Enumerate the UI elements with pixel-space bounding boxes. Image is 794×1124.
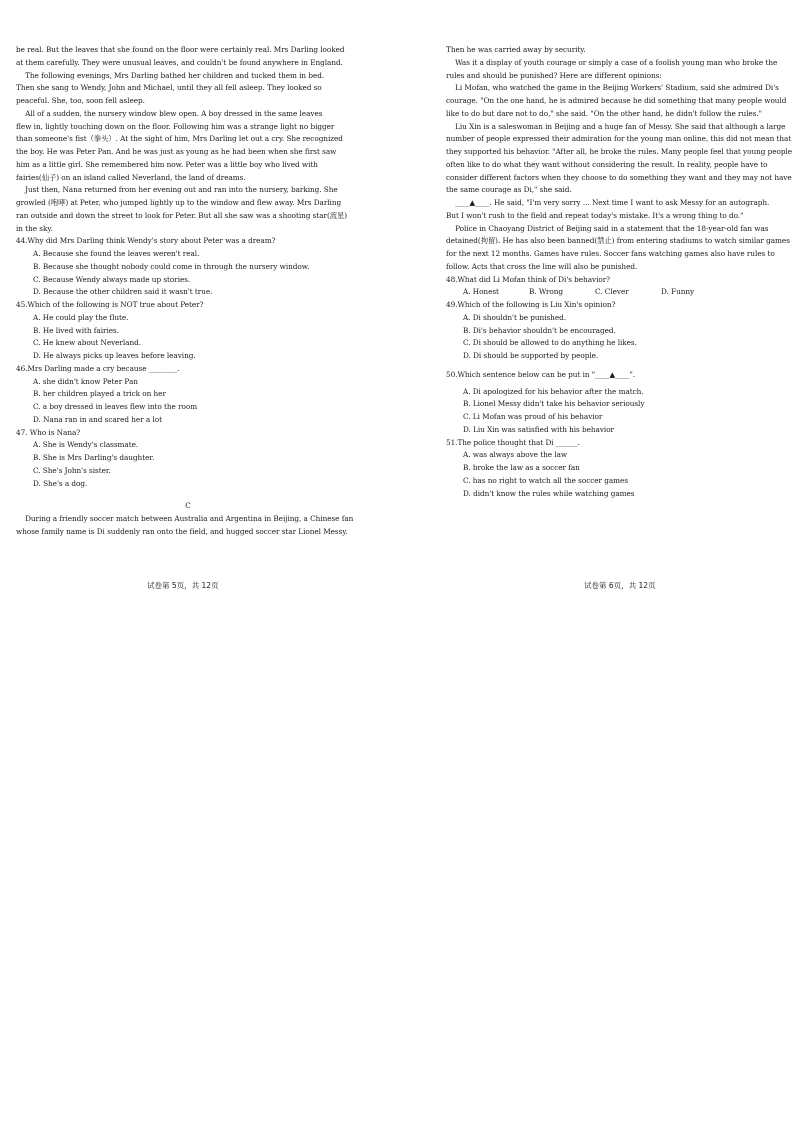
answer-option[interactable]: B. He lived with fairies. <box>33 325 119 335</box>
answer-option[interactable]: A. Di apologized for his behavior after the match. <box>463 386 644 396</box>
answer-option[interactable]: D. Funny <box>661 287 695 297</box>
question-stem: 47. Who is Nana? <box>16 427 81 437</box>
passage-line: Then she sang to Wendy, John and Michael, until they all fell asleep. They looked so <box>16 83 322 93</box>
passage-line: for the next 12 months. Games have rules. Soccer fans watching games also have rules to <box>446 249 775 258</box>
question-48 <box>446 274 794 300</box>
passage-line: be real. But the leaves that she found on the floor were certainly real. Mrs Darling looked <box>16 45 345 54</box>
passage-line: Li Mofan, who watched the game in the Beijing Workers' Stadium, said she admired Di's <box>446 83 779 93</box>
passage-line: consider different factors when they choose to do something they want and they may not have <box>446 172 792 182</box>
question-47 <box>16 427 360 491</box>
passage-line: During a friendly soccer match between Australia and Argentina in Beijing, a Chinese fan <box>16 514 354 523</box>
answer-option[interactable]: C. Di should be allowed to do anything he likes. <box>463 338 637 348</box>
passage-line: him as a little girl. She remembered him now. Peter was a little boy who lived with <box>16 159 318 169</box>
answer-option[interactable]: C. Because Wendy always made up stories. <box>33 274 191 284</box>
answer-option[interactable]: B. broke the law as a soccer fan <box>463 463 580 472</box>
passage-line: the boy. He was Peter Pan. And he was just as young as he had been when she first saw <box>16 147 337 156</box>
passage-c <box>16 513 360 539</box>
passage-line: growled (咆哮) at Peter, who jumped lightly up to the window and flew away. Mrs Darling <box>16 198 342 207</box>
answer-option[interactable]: D. Liu Xin was satisfied with his behavior <box>463 424 614 434</box>
answer-option[interactable]: B. Because she thought nobody could come in through the nursery window. <box>33 261 310 271</box>
passage-line: Then he was carried away by security. <box>446 45 586 54</box>
question-stem: 44.Why did Mrs Darling think Wendy's story about Peter was a dream? <box>16 236 276 246</box>
answer-option[interactable]: B. Lionel Messy didn't take his behavior seriously <box>463 399 645 409</box>
question-44 <box>16 235 360 299</box>
left-column <box>16 44 360 539</box>
passage-b <box>16 44 360 235</box>
passage-line: detained(拘留). He has also been banned(禁止) from entering stadiums to watch similar games <box>446 236 790 246</box>
question-stem: 46.Mrs Darling made a cry because ________. <box>16 363 180 373</box>
answer-option[interactable]: D. Di should be supported by people. <box>463 351 599 360</box>
answer-option[interactable]: D. She's a dog. <box>33 478 88 488</box>
answer-option[interactable]: B. Wrong <box>529 287 564 297</box>
question-stem: 50.Which sentence below can be put in "____▲____". <box>446 369 636 379</box>
question-stem: 45.Which of the following is NOT true about Peter? <box>16 300 204 309</box>
answer-option[interactable]: C. Li Mofan was proud of his behavior <box>463 412 603 421</box>
passage-line: courage. "On the one hand, he is admired because he did something that many people would <box>446 96 787 105</box>
answer-option[interactable]: B. her children played a trick on her <box>33 389 166 399</box>
passage-line: whose family name is Di suddenly ran onto the field, and hugged soccer star Lionel Messy. <box>16 526 348 536</box>
passage-line: fairies(仙子) on an island called Neverland, the land of dreams. <box>16 172 246 182</box>
section-heading: C <box>185 501 191 511</box>
passage-line-blank: ____▲____. He said, "I'm very sorry ... Next time I want to ask Messy for an autograph. <box>446 198 770 207</box>
passage-line: All of a sudden, the nursery window blew open. A boy dressed in the same leaves <box>16 108 323 118</box>
answer-option[interactable]: B. Di's behavior shouldn't be encouraged. <box>463 325 616 335</box>
right-column <box>446 44 794 500</box>
question-49 <box>446 299 794 363</box>
question-46 <box>16 363 360 427</box>
passage-line: Liu Xin is a saleswoman in Beijing and a huge fan of Messy. She said that although a large <box>446 121 786 131</box>
answer-option[interactable]: D. Because the other children said it wasn't true. <box>33 287 213 297</box>
passage-line: Just then, Nana returned from her evening out and ran into the nursery, barking. She <box>16 185 338 195</box>
passage-line: number of people expressed their admiration for the young man online, this did not mean that <box>446 134 792 144</box>
answer-option[interactable]: C. a boy dressed in leaves flew into the room <box>33 402 198 411</box>
passage-c-continued <box>446 44 794 274</box>
answer-option[interactable]: C. Clever <box>595 287 629 297</box>
question-stem: 48.What did Li Mofan think of Di's behavior? <box>446 274 610 284</box>
page-footer: 试卷第 6页，共 12页 <box>584 581 656 590</box>
answer-option[interactable]: A. Di shouldn't be punished. <box>463 312 566 322</box>
answer-option[interactable]: A. Honest <box>463 287 499 297</box>
answer-option[interactable]: D. Nana ran in and scared her a lot <box>33 414 162 424</box>
question-stem: 51.The police thought that Di ______. <box>446 437 580 447</box>
answer-option[interactable]: A. He could play the flute. <box>33 312 129 322</box>
question-45 <box>16 299 360 363</box>
passage-line: the same courage as Di," she said. <box>446 185 572 195</box>
passage-line: peaceful. She, too, soon fell asleep. <box>16 96 145 105</box>
passage-line: But I won't rush to the field and repeat today's mistake. It's a wrong thing to do." <box>446 210 744 220</box>
passage-line: Police in Chaoyang District of Beijing said in a statement that the 18-year-old fan was <box>446 223 769 233</box>
question-51 <box>446 437 794 501</box>
passage-line: like to do but dare not to do," she said. "On the other hand, he didn't follow the rules." <box>446 108 762 118</box>
page-footer: 试卷第 5页，共 12页 <box>147 581 219 590</box>
passage-line: Was it a display of youth courage or simply a case of a foolish young man who broke the <box>446 57 778 67</box>
answer-options-row <box>446 286 794 299</box>
passage-line: at them carefully. They were unusual leaves, and couldn't be found anywhere in England. <box>16 57 343 67</box>
answer-option[interactable]: A. was always above the law <box>463 450 568 460</box>
answer-option[interactable]: A. Because she found the leaves weren't real. <box>33 249 200 258</box>
passage-line: they supported his behavior. "After all, he broke the rules. Many people feel that young people <box>446 147 793 156</box>
passage-line: than someone's fist（拳头）. At the sight of him, Mrs Darling let out a cry. She recognized <box>16 134 343 144</box>
answer-option[interactable]: C. He knew about Neverland. <box>33 338 141 348</box>
answer-option[interactable]: D. He always picks up leaves before leaving. <box>33 351 196 360</box>
passage-line: follow. Acts that cross the line will also be punished. <box>446 261 638 271</box>
answer-option[interactable]: C. has no right to watch all the soccer games <box>463 475 629 485</box>
answer-option[interactable]: C. She's John's sister. <box>33 465 111 475</box>
passage-line: often like to do what they want without considering the result. In reality, people have to <box>446 159 768 169</box>
question-50 <box>446 369 794 437</box>
passage-line: flew in, lightly touching down on the floor. Following him was a strange light no bigger <box>16 121 335 131</box>
passage-line: ran outside and down the street to look for Peter. But all she saw was a shooting star(流星) <box>16 210 348 220</box>
answer-option[interactable]: A. She is Wendy's classmate. <box>33 440 139 450</box>
passage-line: in the sky. <box>16 223 53 233</box>
answer-option[interactable]: D. didn't know the rules while watching games <box>463 488 635 498</box>
answer-option[interactable]: B. She is Mrs Darling's daughter. <box>33 453 155 462</box>
answer-option[interactable]: A. she didn't know Peter Pan <box>33 376 138 386</box>
passage-line: The following evenings, Mrs Darling bathed her children and tucked them in bed. <box>16 70 325 80</box>
passage-line: rules and should be punished? Here are different opinions: <box>446 70 662 80</box>
question-stem: 49.Which of the following is Liu Xin's opinion? <box>446 300 616 309</box>
